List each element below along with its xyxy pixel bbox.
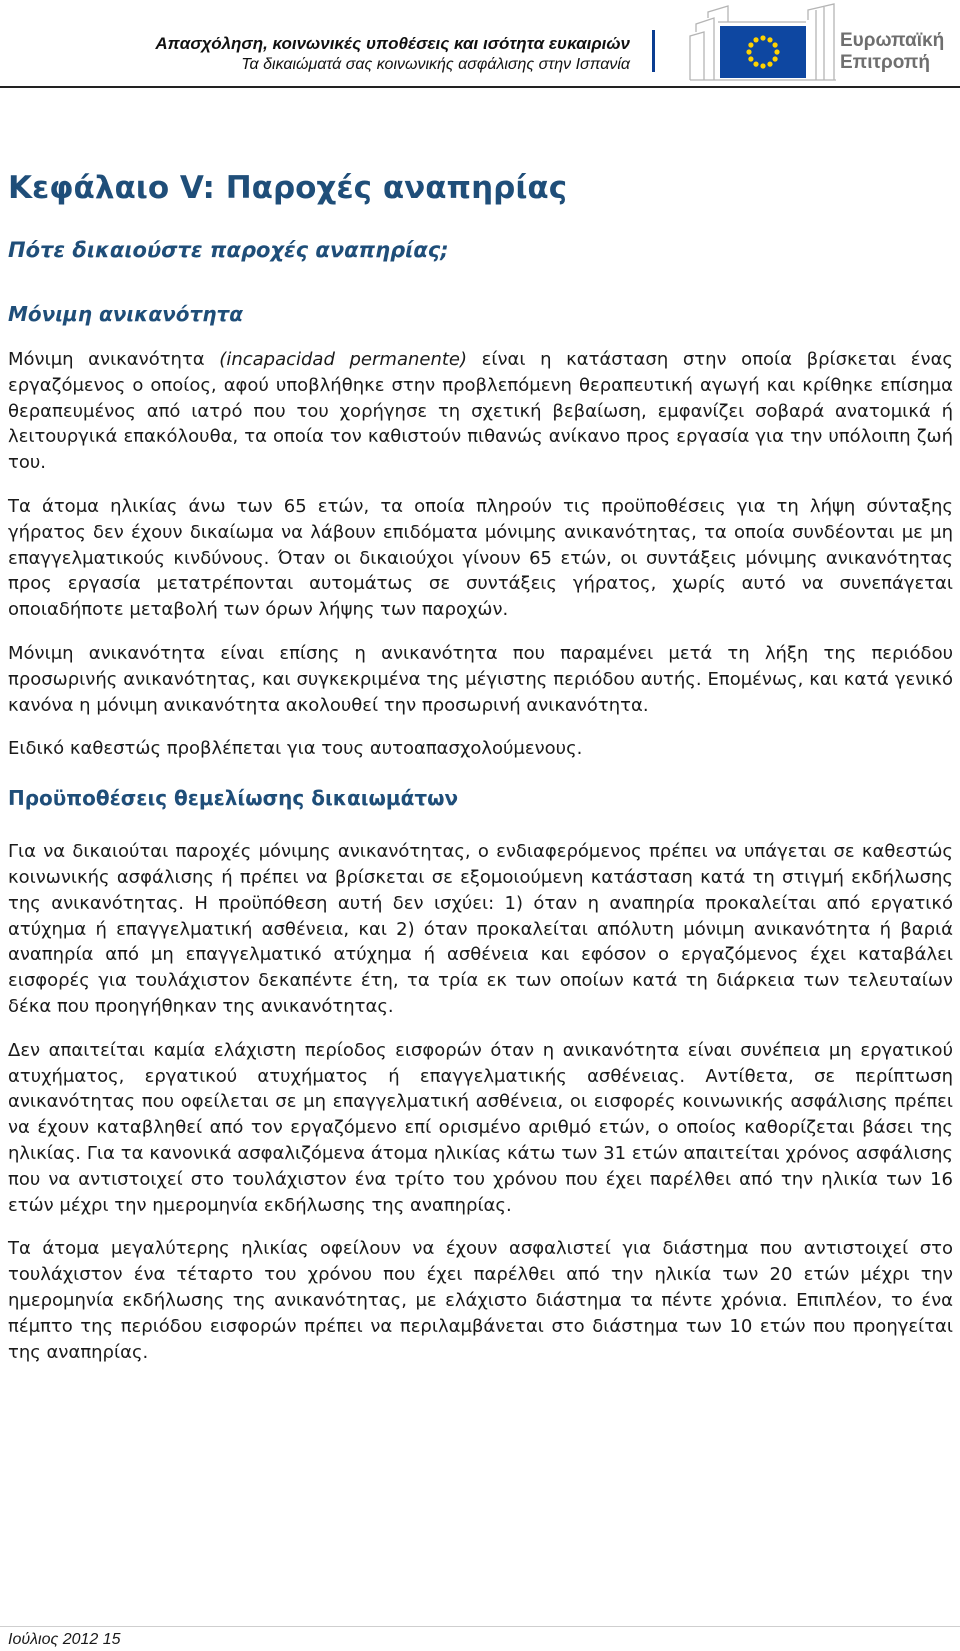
paragraph: Δεν απαιτείται καμία ελάχιστη περίοδος εισφορών όταν η ανικανότητα είναι συνέπεια μη εργατικού ατυχήματος, εργατικού ατυχήματος ή επαγγελματικής ασθένειας. Αντίθετα, σε περίπτωση ανικανότητας που οφείλεται σε μη επαγγελματική ασθένεια, οι εισφορές κοινωνικής ασφάλισης πρέπει να έχουν καταβληθεί από τον εργαζόμενο επί ορισμένο αριθμό ετών, ο οποίος καθορίζεται βάσει της ηλικίας. Για τα κανονικά ασφαλιζόμενα άτομα ηλικίας κάτω των 31 ετών απαιτείται χρόνος ασφάλισης που να αντιστοιχεί στο τουλάχιστον ένα τρίτο του χρόνου που έχει παρέλθει από την ηλικία των 16 ετών μέχρι την ημερομηνία εκδήλωσης της αναπηρίας. <box>8 1039 953 1216</box>
paragraph: Μόνιμη ανικανότητα είναι επίσης η ανικανότητα που παραμένει μετά τη λήξη της περιόδου προσωρινής ανικανότητας, και συγκεκριμένα της μέγιστης περιόδου αυτής. Επομένως, και κατά γενικό κανόνα η μόνιμη ανικανότητα ακολουθεί την προσωρινή ανικανότητα. <box>8 642 953 716</box>
header-divider <box>652 30 655 72</box>
page-header <box>0 0 960 90</box>
paragraph: Ειδικό καθεστώς προβλέπεται για τους αυτοαπασχολούμενους. <box>8 738 583 760</box>
paragraph: Τα άτομα ηλικίας άνω των 65 ετών, τα οποία πληρούν τις προϋποθέσεις για τη λήψη σύνταξης γήρατος δεν έχουν δικαίωμα να λάβουν επιδόματα μόνιμης ανικανότητας, τα οποία συνδέονται με μη επαγγελματικούς κινδύνους. Όταν οι δικαιούχοι γίνουν 65 ετών, οι συντάξεις μόνιμης ανικανότητας προς εργασία μετατρέπονται αυτομάτως σε συντάξεις γήρατος, χωρίς αυτό να συνεπάγεται οποιαδήποτε μεταβολή των όρων λήψης των παροχών. <box>8 495 953 621</box>
chapter-title: Κεφάλαιο V: Παροχές αναπηρίας <box>8 170 568 206</box>
building-flag-icon <box>688 2 838 84</box>
organisation-name: Ευρωπαϊκή Επιτροπή <box>840 30 945 73</box>
footer-rule <box>0 1626 960 1627</box>
paragraph: Τα άτομα μεγαλύτερης ηλικίας οφείλουν να έχουν ασφαλιστεί για διάστημα που αντιστοιχεί στο τουλάχιστον ένα τέταρτο του χρόνου που έχει παρέλθει από την ηλικία των 20 ετών μέχρι την ημερομηνία εκδήλωσης της ανικανότητας, με ελάχιστο διάστημα τα πέντε χρόνια. Επιπλέον, το ένα πέμπτο της περιόδου εισφορών πρέπει να περιλαμβάνεται στο διάστημα των 10 ετών που προηγείται της αναπηρίας. <box>8 1238 953 1363</box>
header-department: Απασχόληση, κοινωνικές υποθέσεις και ισότητα ευκαιριών <box>155 34 630 53</box>
document-body <box>8 168 953 1365</box>
subsection-title-permanent-incapacity: Μόνιμη ανικανότητα <box>8 302 243 326</box>
paragraph: Για να δικαιούται παροχές μόνιμης ανικανότητας, ο ενδιαφερόμενος πρέπει να υπάγεται σε καθεστώς κοινωνικής ασφάλισης ή πρέπει να βρίσκεται σε εξομοιούμενη κατάσταση κατά τη στιγμή εκδήλωσης της ανικανότητας. Η προϋπόθεση αυτή δεν ισχύει: 1) όταν η αναπηρία προκαλείται από εργατικό ατύχημα ή επαγγελματική ασθένεια, και 2) όταν προκαλείται απόλυτη μόνιμη ανικανότητα ή βαριά αναπηρία από μη επαγγελματικό ατύχημα ή ασθένεια και εφόσον ο εργαζόμενος έχει καταβάλει εισφορές για τουλάχιστον δεκαπέντε έτη, τα τρία εκ των οποίων κατά τη διάρκεια των τελευταίων δέκα που προηγήθηκαν της ανικανότητας. <box>8 841 953 1017</box>
header-titles <box>155 33 630 75</box>
header-rule <box>0 86 960 88</box>
page-footer <box>8 1631 121 1649</box>
paragraph: Μόνιμη ανικανότητα (incapacidad permanente) είναι η κατάσταση στην οποία βρίσκεται ένας εργαζόμενος ο οποίος, αφού υποβλήθηκε στην προβλεπόμενη θεραπευτική αγωγή και κρίθηκε επίσημα θεραπευμένος από ιατρό που του χορήγησε τη σχετική βεβαίωση, εμφανίζει σοβαρά ανατομικά ή λειτουργικά επακόλουθα, τα οποία τον καθιστούν πιθανώς ανίκανο προς εργασία για την υπόλοιπη ζωή του. <box>8 349 953 474</box>
header-document-title: Τα δικαιώματά σας κοινωνικής ασφάλισης στην Ισπανία <box>241 56 630 73</box>
section-title: Πότε δικαιούστε παροχές αναπηρίας; <box>8 238 449 262</box>
page-number: 15 <box>102 1631 121 1648</box>
subsection-title-entitlement-conditions: Προϋποθέσεις θεμελίωσης δικαιωμάτων <box>8 786 459 811</box>
footer-date: Ιούλιος 2012 <box>8 1631 99 1648</box>
european-commission-logo <box>688 2 958 84</box>
spanish-term: (incapacidad permanente) <box>219 349 468 370</box>
